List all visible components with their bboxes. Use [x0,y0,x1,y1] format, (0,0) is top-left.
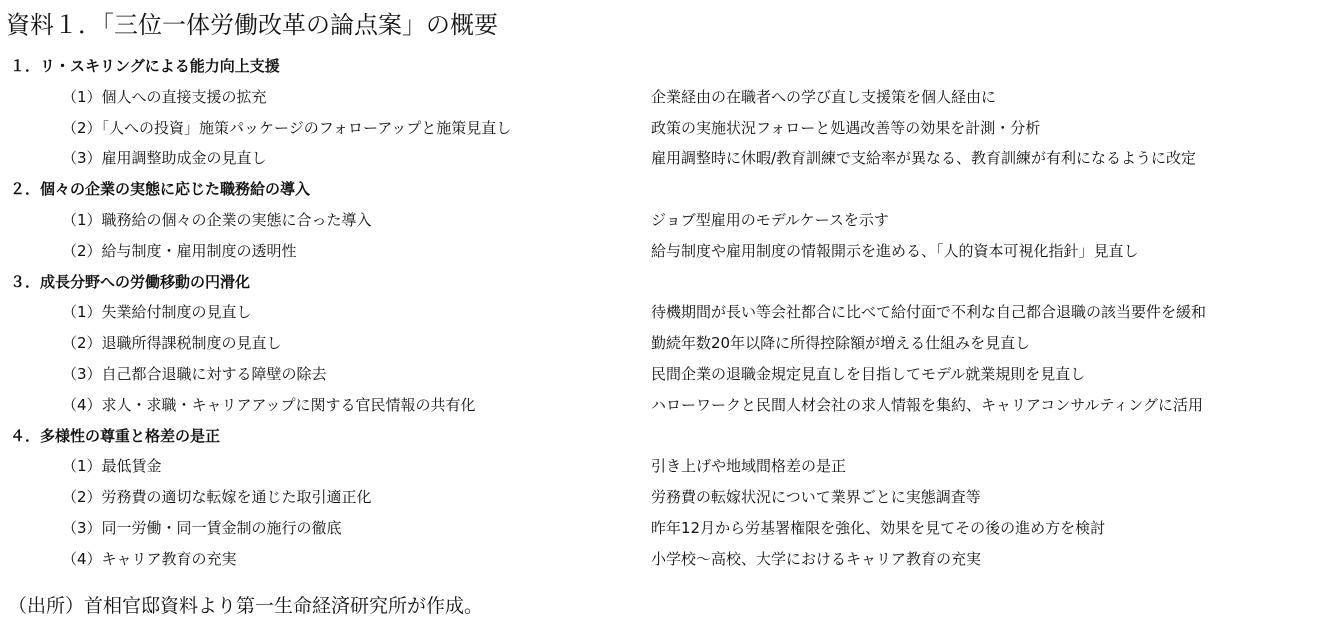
item-label: （3）雇用調整助成金の見直し [62,149,267,168]
list-item [0,389,1340,420]
item-label: （2）退職所得課税制度の見直し [62,334,282,353]
list-item [0,112,1340,143]
item-description: 政策の実施状況フォローと処遇改善等の効果を計測・分析 [651,118,1041,137]
item-description: ジョブ型雇用のモデルケースを示す [651,210,889,229]
list-item [0,235,1340,266]
section-row [0,173,1340,204]
list-item [0,543,1340,574]
item-label: （1）個人への直接支援の拡充 [62,87,267,106]
item-label: （4）キャリア教育の充実 [62,549,237,568]
item-description: 引き上げや地域間格差の是正 [651,457,847,476]
item-description: 雇用調整時に休暇/教育訓練で支給率が異なる、教育訓練が有利になるように改定 [651,149,1197,168]
list-item [0,450,1340,481]
section-heading: ２．個々の企業の実態に応じた職務給の導入 [10,180,311,199]
section-row [0,50,1340,81]
item-description: 待機期間が長い等会社都合に比べて給付面で不利な自己都合退職の該当要件を緩和 [651,303,1207,322]
list-item [0,481,1340,512]
section-heading: ４．多様性の尊重と格差の是正 [10,426,221,445]
item-label: （1）最低賃金 [62,457,162,476]
list-item [0,204,1340,235]
item-description: 小学校～高校、大学におけるキャリア教育の充実 [651,549,982,568]
item-label: （3）同一労働・同一賃金制の施行の徹底 [62,518,342,537]
item-description: 民間企業の退職金規定見直しを目指してモデル就業規則を見直し [651,364,1086,383]
page-title: 資料１．「三位一体労働改革の論点案」の概要 [6,11,498,39]
list-item [0,327,1340,358]
list-item [0,512,1340,543]
list-item [0,358,1340,389]
item-label: （1）職務給の個々の企業の実態に合った導入 [62,210,372,229]
section-heading: ３．成長分野への労働移動の円滑化 [10,272,251,291]
item-label: （2）労務費の適切な転嫁を通じた取引適正化 [62,488,372,507]
list-item [0,142,1340,173]
list-item [0,296,1340,327]
section-row [0,420,1340,451]
section-heading: １．リ・スキリングによる能力向上支援 [10,57,280,75]
item-description: 勤続年数20年以降に所得控除額が増える仕組みを見直し [651,334,1031,353]
item-label: （1）失業給付制度の見直し [62,303,252,322]
section-row [0,266,1340,297]
item-description: 労務費の転嫁状況について業界ごとに実態調査等 [651,488,981,507]
item-label: （4）求人・求職・キャリアアップに関する官民情報の共有化 [62,395,476,414]
item-label: （2）給与制度・雇用制度の透明性 [62,241,297,260]
reform-outline [0,50,1340,574]
item-label: （3）自己都合退職に対する障壁の除去 [62,364,327,383]
list-item [0,81,1340,112]
item-label: （2）「人への投資」施策パッケージのフォローアップと施策見直し [62,118,512,137]
item-description: ハローワークと民間人材会社の求人情報を集約、キャリアコンサルティングに活用 [651,395,1204,414]
item-description: 昨年12月から労基署権限を強化、効果を見てその後の進め方を検討 [651,518,1106,537]
item-description: 企業経由の在職者への学び直し支援策を個人経由に [651,87,997,106]
item-description: 給与制度や雇用制度の情報開示を進める、「人的資本可視化指針」見直し [651,241,1139,260]
source-note: （出所）首相官邸資料より第一生命経済研究所が作成。 [8,595,484,617]
